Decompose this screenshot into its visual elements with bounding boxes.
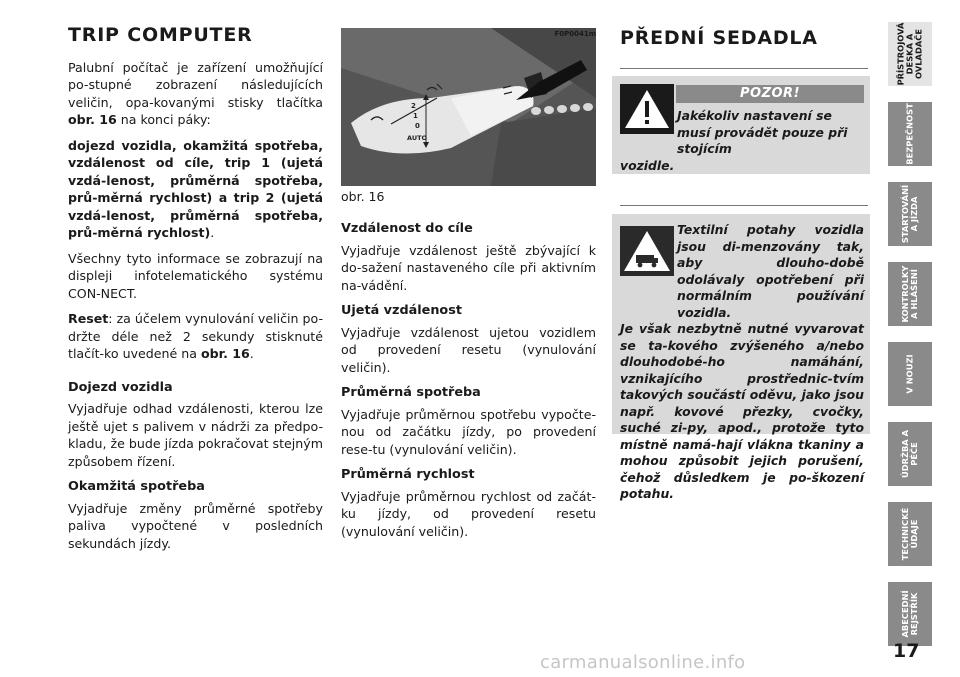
stalk-illustration bbox=[341, 28, 596, 186]
section-title-front-seats: PŘEDNÍ SEDADLA bbox=[620, 27, 818, 49]
heading-distance-travelled: Ujetá vzdálenost bbox=[341, 303, 462, 318]
stalk-label-2: 2 bbox=[411, 102, 416, 110]
tab-safety[interactable]: BEZPEČNOST bbox=[888, 102, 932, 166]
warning-text: Jakékoliv nastavení se musí provádět pouze při stojícím vozidle. bbox=[620, 108, 848, 173]
tab-emergency[interactable]: V NOUZI bbox=[888, 342, 932, 406]
warning-banner: POZOR! bbox=[676, 85, 864, 103]
paragraph-average-speed: Vyjadřuje průměrnou rychlost od začát-ku jízdy, od provedení resetu (vynulování veličin). bbox=[341, 488, 596, 539]
function-list: dojezd vozidla, okamžitá spotřeba, vzdálenost od cíle, trip 1 (ujetá vzdá-lenost, průměrná spotřeba, prů-měrná rychlost) a trip 2 (ujetá vzdá-lenost, průměrná spotřeba, prů-měrná rychlost). bbox=[68, 137, 323, 240]
figure-caption: obr. 16 bbox=[341, 189, 385, 204]
tab-technical-data[interactable]: TECHNICKÉ ÚDAJE bbox=[888, 502, 932, 566]
stalk-label-1: 1 bbox=[413, 112, 418, 120]
heading-average-consumption: Průměrná spotřeba bbox=[341, 385, 481, 400]
heading-average-speed: Průměrná rychlost bbox=[341, 467, 475, 482]
stalk-label-0: 0 bbox=[415, 122, 420, 130]
middle-column bbox=[341, 220, 596, 548]
heading-instant-consumption: Okamžitá spotřeba bbox=[68, 479, 205, 494]
intro-paragraph: Palubní počítač je zařízení umožňující po-stupné zobrazení následujících veličin, opa-kovanými stisky tlačítka obr. 16 na konci páky: bbox=[68, 59, 323, 127]
paragraph-range: Vyjadřuje odhad vzdálenosti, kterou lze ještě ujet s palivem v nádrži za předpo-kladu, že bude jízda pokračovat stejným způsobem řízení. bbox=[68, 401, 323, 469]
tab-warning-lights[interactable]: KONTROLKY A HLÁŠENÍ bbox=[888, 262, 932, 326]
heading-distance-to-destination: Vzdálenost do cíle bbox=[341, 221, 473, 236]
section-title-trip-computer: TRIP COMPUTER bbox=[68, 24, 253, 46]
tab-starting-driving[interactable]: STARTOVÁNÍ A JÍZDA bbox=[888, 182, 932, 246]
tab-index[interactable]: ABECEDNÍ REJSTŘÍK bbox=[888, 582, 932, 646]
figure-code: F0P0041m bbox=[554, 30, 596, 38]
figure-reference[interactable]: obr. 16 bbox=[68, 112, 117, 127]
note-text: Textilní potahy vozidla jsou di-menzovány tak, aby dlouho-době odolávaly opotřebení při normálním používání vozidla. Je však nezbytně nutné vyvarovat se ta-kového zvýšeného a/nebo dlouhodobé-ho namáhání, vznikajícího prostřednic-tvím takových součástí oděvu, jako jsou např. kovové přezky, cvočky, suché zi-py, apod., protože tyto místně namá-hají vlákna tkaniny a mohou způsobit jejich porušení, čehož důsledkem je po-škození potahu. bbox=[620, 222, 864, 501]
divider bbox=[620, 68, 868, 69]
paragraph-distance-travelled: Vyjadřuje vzdálenost ujetou vozidlem od provedení resetu (vynulování veličin). bbox=[341, 324, 596, 375]
left-column bbox=[68, 24, 323, 560]
page-number: 17 bbox=[893, 640, 920, 662]
divider bbox=[620, 205, 868, 206]
tab-instrument-panel[interactable]: PŘÍSTROJOVÁ DESKA A OVLADAČE bbox=[888, 22, 932, 86]
warning-box bbox=[612, 76, 870, 174]
note-box bbox=[612, 214, 870, 501]
reset-paragraph: Reset: za účelem vynulování veličin po-držte déle než 2 sekundy stisknuté tlačít-ko uvedené na obr. 16. bbox=[68, 311, 323, 361]
figure-reference[interactable]: obr. 16 bbox=[200, 346, 250, 361]
heading-range: Dojezd vozidla bbox=[68, 379, 173, 395]
tab-maintenance[interactable]: ÚDRŽBA A PÉČE bbox=[888, 422, 932, 486]
stalk-label-auto: AUTO bbox=[407, 134, 428, 142]
paragraph-distance-to-destination: Vyjadřuje vzdálenost ještě zbývající k do-sažení nastaveného cíle při aktivním na-vádění. bbox=[341, 242, 596, 293]
figure-stalk-image bbox=[341, 28, 596, 186]
paragraph-average-consumption: Vyjadřuje průměrnou spotřebu vypočte-nou od začátku jízdy, po provedení rese-tu (vynulování veličin). bbox=[341, 406, 596, 457]
watermark: carmanualsonline.info bbox=[540, 652, 746, 673]
paragraph-instant-consumption: Vyjadřuje změny průměrné spotřeby paliva vypočtené v posledních sekundách jízdy. bbox=[68, 500, 323, 551]
display-paragraph: Všechny tyto informace se zobrazují na displeji infotelematického systému CON-NECT. bbox=[68, 250, 323, 301]
